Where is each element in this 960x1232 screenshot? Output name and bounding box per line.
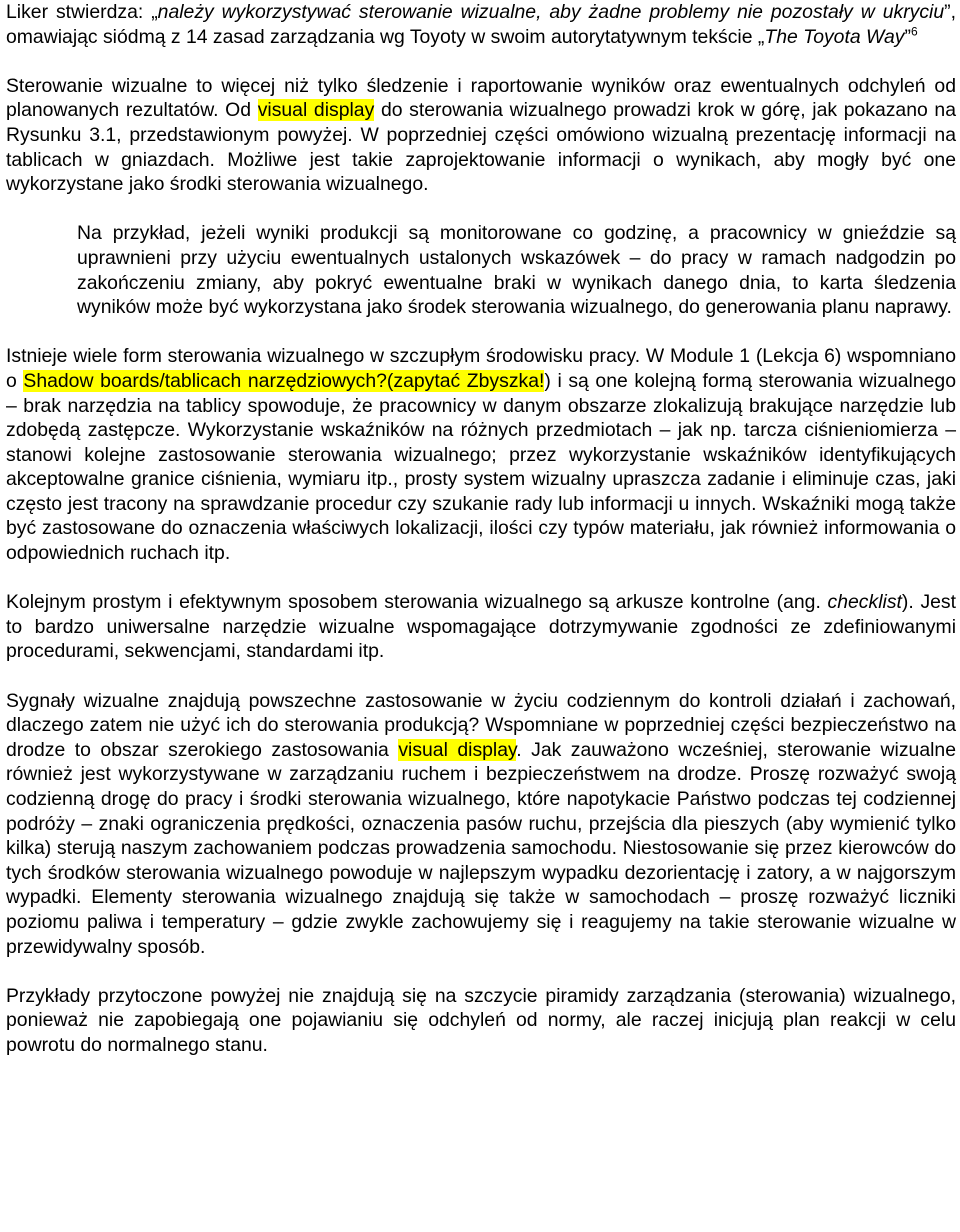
text-run: Sygnały wizualne znajdują powszechne zastosowanie w życiu codziennym do kontroli działań i zachowań, dlaczego zatem nie użyć ich do sterowania produkcją? Wspomniane w poprzedniej części bezpieczeństwo na drodze to obszar szerokiego zastosowania [6,689,956,761]
highlighted-text: visual display [398,738,517,761]
paragraph-liker-quote [6,0,956,49]
text-run: ” [904,25,911,48]
text-run: Przykłady przytoczone powyżej nie znajdują się na szczycie piramidy zarządzania (sterowania) wizualnego, ponieważ nie zapobiegają one pojawianiu się odchyleń od normy, ale raczej inicjują plan reakcji w celu powrotu do normalnego stanu. [6,984,956,1056]
paragraph-production-example [6,221,956,319]
paragraph-road-signals [6,689,956,960]
highlighted-text: Shadow boards/tablicach narzędziowych?(zapytać Zbyszka! [23,369,545,392]
paragraph-checklists [6,590,956,664]
text-run: ”, omawiając siódmą z 14 zasad zarządzania wg Toyoty w swoim autorytatywnym tekście „ [6,1,956,48]
text-run: do sterowania wizualnego prowadzi krok w górę, jak pokazano na Rysunku 3.1, przedstawionym powyżej. W poprzedniej części omówiono wizualną prezentację informacji na tablicach w gniazdach. Możliwe jest takie zaprojektowanie informacji o wynikach, aby mogły być one wykorzystane jako środki sterowania wizualnego. [6,99,957,196]
paragraph-visual-control-definition [6,74,956,197]
text-run: ). Jest to bardzo uniwersalne narzędzie wizualne wspomagające dotrzymywanie zgodności ze zdefiniowanymi procedurami, sekwencjami, standardami itp. [6,591,956,663]
italic-text: należy wykorzystywać sterowanie wizualne, aby żadne problemy nie pozostały w ukryciu [157,1,945,23]
paragraph-forms-of-visual-control [6,344,956,565]
footnote-marker: 6 [910,24,918,39]
text-run: . Jak zauważono wcześniej, sterowanie wizualne również jest wykorzystywane w zarządzaniu ruchem i bezpieczeństwem na drodze. Proszę rozważyć swoją codzienną drogę do pracy i środki sterowania wizualnego, które napotykacie Państwo podczas tej codziennej podróży – znaki ograniczenia prędkości, oznaczenia pasów ruchu, przejścia dla pieszych (aby wymienić tylko kilka) sterują naszym zachowaniem podczas prowadzenia samochodu. Niestosowanie się przez kierowców do tych środków sterowania wizualnego powoduje w najlepszym wypadku dezorientację i zatory, a w najgorszym wypadki. Elementy sterowania wizualnego znajdują się także w samochodach – proszę rozważyć liczniki poziomu paliwa i temperatury – gdzie zwykle zachowujemy się i reagujemy na takie sterowanie wizualne w przewidywalny sposób. [6,738,957,958]
paragraph-pyramid-conclusion [6,984,956,1058]
text-run: Istnieje wiele form sterowania wizualnego w szczupłym środowisku pracy. W Module 1 (Lekcja 6) wspomniano o [6,345,956,392]
italic-text: checklist [827,591,902,614]
highlighted-text: visual display [257,99,375,122]
text-run: Na przykład, jeżeli wyniki produkcji są monitorowane co godzinę, a pracownicy w gnieździe są uprawnieni przy użyciu ewentualnych ustalonych wskazówek – do pracy w ramach nadgodzin po zakończeniu zmiany, aby pokryć ewentualne braki w wynikach danego dnia, to karta śledzenia wyników może być wykorzystana jako środek sterowania wizualnego, do generowania planu naprawy. [77,222,956,319]
text-run: Kolejnym prostym i efektywnym sposobem sterowania wizualnego są arkusze kontrolne (ang. [6,591,828,614]
text-run: ) i są one kolejną formą sterowania wizualnego – brak narzędzia na tablicy spowoduje, że pracownicy w danym obszarze zlokalizują brakujące narzędzie lub zdobędą zastępcze. Wykorzystanie wskaźników na różnych przedmiotach – jak np. tarcza ciśnieniomierza – stanowi kolejne zastosowanie sterowania wizualnego; przez wykorzystanie wskaźników identyfikujących akceptowalne granice ciśnienia, wymiaru itp., prosty system wizualny upraszcza zadanie i eliminuje czas, jaki często jest tracony na sprawdzanie procedur czy szukanie rady lub informacji u innych. Wskaźniki mogą także być zastosowane do oznaczenia właściwych lokalizacji, ilości czy typów materiału, jak również informowania o odpowiednich ruchach itp. [6,369,956,565]
text-run: Sterowanie wizualne to więcej niż tylko śledzenie i raportowanie wyników oraz ewentualnych odchyleń od planowanych rezultatów. Od [6,74,956,122]
italic-text: The Toyota Way [764,25,905,48]
document-page [6,0,956,1058]
text-run: Liker stwierdza: „ [6,1,158,23]
